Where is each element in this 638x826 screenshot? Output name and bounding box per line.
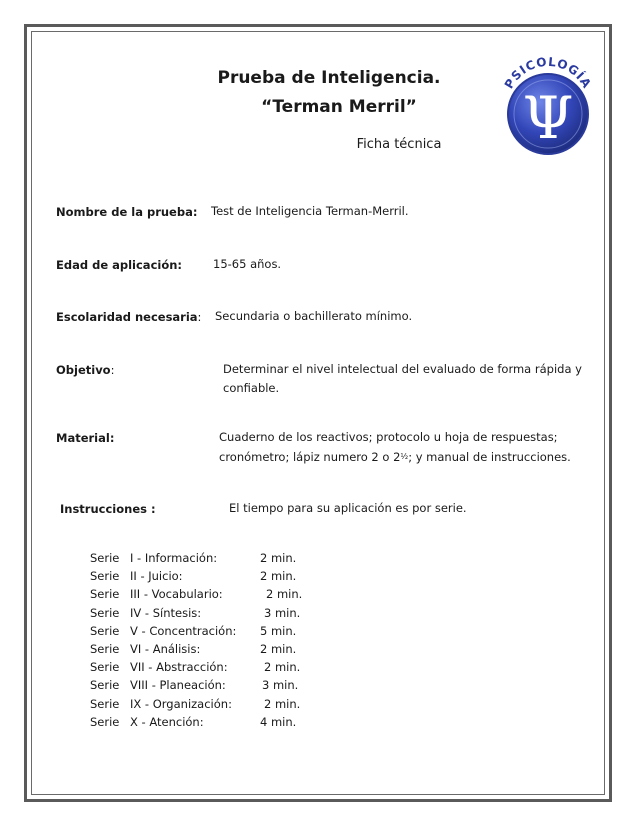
series-time: 2 min.	[260, 551, 297, 565]
series-time: 2 min.	[260, 569, 297, 584]
document-title: Prueba de Inteligencia.	[217, 68, 441, 88]
label-edad: Edad de aplicación:	[56, 258, 183, 272]
series-time: 4 min.	[260, 714, 297, 729]
label-escolaridad: Escolaridad necesaria:	[56, 310, 202, 324]
value-objetivo-line1: Determinar el nivel intelectual del evaluado de forma rápida y	[223, 362, 582, 376]
value-escolaridad: Secundaria o bachillerato mínimo.	[215, 309, 413, 323]
series-word: Serie	[90, 696, 120, 711]
value-material	[219, 428, 571, 467]
value-edad: 15-65 años.	[213, 257, 282, 271]
series-time: 2 min.	[264, 660, 301, 675]
label-nombre: Nombre de la prueba:	[56, 205, 198, 219]
series-name: VI - Análisis:	[130, 641, 201, 656]
logo-symbol: Ψ	[522, 84, 574, 152]
series-name: IX - Organización:	[130, 696, 232, 711]
series-time: 3 min.	[264, 605, 301, 620]
document-subtitle: “Terman Merril”	[261, 97, 417, 117]
series-word: Serie	[90, 678, 120, 693]
value-material-line1: Cuaderno de los reactivos; protocolo u hoja de respuestas;	[219, 430, 558, 444]
series-time: 5 min.	[260, 623, 297, 638]
series-time: 3 min.	[262, 678, 299, 693]
value-instrucciones: El tiempo para su aplicación es por serie.	[229, 501, 467, 515]
series-time: 2 min.	[264, 696, 301, 711]
series-name: X - Atención:	[130, 714, 204, 729]
series-name: VII - Abstracción:	[130, 660, 228, 675]
label-material: Material:	[56, 431, 115, 445]
value-objetivo	[223, 360, 582, 398]
series-name: V - Concentración:	[130, 623, 237, 638]
series-word: Serie	[90, 569, 120, 584]
series-word: Serie	[90, 623, 120, 638]
series-name: II - Juicio:	[130, 569, 183, 584]
label-instrucciones: Instrucciones :	[60, 502, 156, 516]
series-word: Serie	[90, 605, 120, 620]
value-nombre: Test de Inteligencia Terman-Merril.	[211, 204, 409, 218]
series-time: 2 min.	[266, 587, 303, 602]
series-time: 2 min.	[260, 641, 297, 656]
series-name: I - Información:	[130, 551, 218, 565]
series-name: III - Vocabulario:	[130, 587, 223, 602]
series-word: Serie	[90, 714, 120, 729]
series-name: VIII - Planeación:	[130, 678, 226, 693]
section-heading: Ficha técnica	[356, 137, 442, 152]
series-word: Serie	[90, 551, 120, 565]
series-word: Serie	[90, 587, 120, 602]
psi-emblem-icon	[494, 44, 598, 162]
series-word: Serie	[90, 641, 120, 656]
value-material-line2: cronómetro; lápiz numero 2 o 2½; y manual de instrucciones.	[219, 450, 571, 464]
series-word: Serie	[90, 660, 120, 675]
series-name: IV - Síntesis:	[130, 605, 202, 620]
label-objetivo: Objetivo:	[56, 363, 115, 377]
logo-text: PSICOLOGÍA	[501, 54, 595, 92]
value-objetivo-line2: confiable.	[223, 381, 280, 395]
